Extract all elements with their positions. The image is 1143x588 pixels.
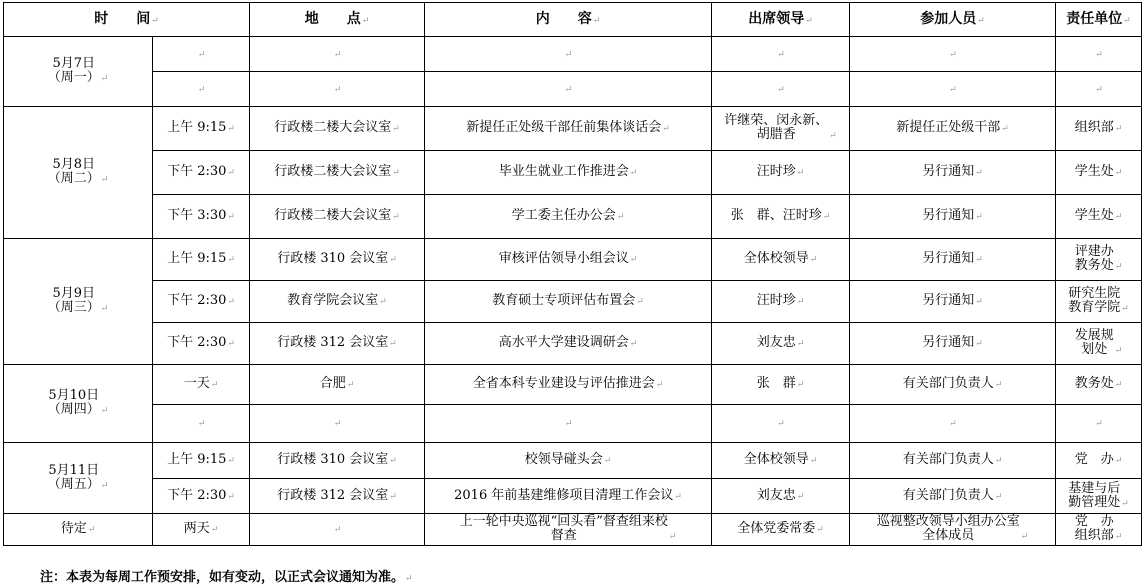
header-row	[4, 3, 1142, 37]
table-row	[4, 239, 1142, 281]
content-cell: ↵	[425, 37, 712, 72]
place-cell: 行政楼 312 会议室↵	[250, 323, 425, 365]
day-cell: 待定↵	[4, 514, 153, 546]
place-cell: 教育学院会议室↵	[250, 281, 425, 323]
time-cell: 下午 2:30↵	[153, 323, 250, 365]
time-cell: 上午 9:15↵	[153, 107, 250, 151]
attendees-cell: ↵	[850, 37, 1056, 72]
unit-cell: 发展规 划处 ↵	[1056, 323, 1142, 365]
table-row	[4, 365, 1142, 405]
content-cell: 校领导碰头会↵	[425, 443, 712, 479]
place-cell: 行政楼二楼大会议室↵	[250, 151, 425, 195]
table-row	[4, 443, 1142, 479]
time-cell: 上午 9:15↵	[153, 443, 250, 479]
time-cell: 上午 9:15↵	[153, 239, 250, 281]
leader-cell: 汪时珍↵	[712, 281, 850, 323]
time-cell: ↵	[153, 72, 250, 107]
time-cell: 一天↵	[153, 365, 250, 405]
time-cell: 两天↵	[153, 514, 250, 546]
unit-cell: ↵	[1056, 37, 1142, 72]
attendees-cell: 另行通知↵	[850, 151, 1056, 195]
day-cell: 5月11日 （周五）↵	[4, 443, 153, 514]
table-row	[4, 195, 1142, 239]
unit-cell: 研究生院 教育学院↵	[1056, 281, 1142, 323]
leader-cell: 全体校领导↵	[712, 443, 850, 479]
attendees-cell: 另行通知↵	[850, 281, 1056, 323]
table-row	[4, 37, 1142, 72]
leader-cell: ↵	[712, 72, 850, 107]
content-cell: 新提任正处级干部任前集体谈话会↵	[425, 107, 712, 151]
time-cell: ↵	[153, 37, 250, 72]
attendees-cell: 有关部门负责人↵	[850, 365, 1056, 405]
leader-cell: 许继荣、闵永新、 胡腊香 ↵	[712, 107, 850, 151]
place-cell: ↵	[250, 405, 425, 443]
header-unit: 责任单位↵	[1056, 3, 1142, 37]
time-cell: 下午 2:30↵	[153, 151, 250, 195]
content-cell: 学工委主任办公会↵	[425, 195, 712, 239]
table-row	[4, 323, 1142, 365]
place-cell: 行政楼二楼大会议室↵	[250, 107, 425, 151]
leader-cell: 全体党委常委↵	[712, 514, 850, 546]
footnote: 注：本表为每周工作预安排，如有变动，以正式会议通知为准。↵	[40, 570, 413, 585]
header-place: 地 点↵	[250, 3, 425, 37]
table-row	[4, 281, 1142, 323]
attendees-cell: ↵	[850, 72, 1056, 107]
place-cell: 行政楼二楼大会议室↵	[250, 195, 425, 239]
weekly-schedule-table	[3, 2, 1142, 546]
unit-cell: 学生处↵	[1056, 195, 1142, 239]
attendees-cell: 巡视整改领导小组办公室 全体成员 ↵	[850, 514, 1056, 546]
table-row	[4, 514, 1142, 546]
attendees-cell: 另行通知↵	[850, 239, 1056, 281]
table-row	[4, 405, 1142, 443]
day-cell: 5月9日 （周三）↵	[4, 239, 153, 365]
attendees-cell: 另行通知↵	[850, 323, 1056, 365]
leader-cell: 张 群↵	[712, 365, 850, 405]
content-cell: 2016 年前基建维修项目清理工作会议↵	[425, 479, 712, 514]
header-content: 内 容↵	[425, 3, 712, 37]
attendees-cell: 有关部门负责人↵	[850, 443, 1056, 479]
day-cell: 5月7日 （周一）↵	[4, 37, 153, 107]
leader-cell: 刘友忠↵	[712, 323, 850, 365]
unit-cell: 党 办 组织部↵	[1056, 514, 1142, 546]
place-cell: ↵	[250, 37, 425, 72]
header-time: 时 间↵	[4, 3, 250, 37]
table-row	[4, 151, 1142, 195]
table-row	[4, 107, 1142, 151]
unit-cell: 组织部↵	[1056, 107, 1142, 151]
content-cell: 毕业生就业工作推进会↵	[425, 151, 712, 195]
day-cell: 5月10日 （周四）↵	[4, 365, 153, 443]
content-cell: 上一轮中央巡视“回头看”督查组来校 督查 ↵	[425, 514, 712, 546]
unit-cell: 教务处↵	[1056, 365, 1142, 405]
place-cell: 行政楼 310 会议室↵	[250, 239, 425, 281]
content-cell: 全省本科专业建设与评估推进会↵	[425, 365, 712, 405]
place-cell: ↵	[250, 514, 425, 546]
content-cell: 审核评估领导小组会议↵	[425, 239, 712, 281]
time-cell: 下午 2:30↵	[153, 281, 250, 323]
unit-cell: 党 办↵	[1056, 443, 1142, 479]
place-cell: 合肥↵	[250, 365, 425, 405]
header-leader: 出席领导↵	[712, 3, 850, 37]
time-cell: 下午 2:30↵	[153, 479, 250, 514]
attendees-cell: ↵	[850, 405, 1056, 443]
day-cell: 5月8日 （周二）↵	[4, 107, 153, 239]
table-row	[4, 72, 1142, 107]
content-cell: ↵	[425, 72, 712, 107]
content-cell: 高水平大学建设调研会↵	[425, 323, 712, 365]
time-cell: ↵	[153, 405, 250, 443]
unit-cell: 评建办 教务处↵	[1056, 239, 1142, 281]
leader-cell: 刘友忠↵	[712, 479, 850, 514]
attendees-cell: 新提任正处级干部↵	[850, 107, 1056, 151]
attendees-cell: 有关部门负责人↵	[850, 479, 1056, 514]
table-row	[4, 479, 1142, 514]
place-cell: 行政楼 312 会议室↵	[250, 479, 425, 514]
leader-cell: 张 群、汪时珍↵	[712, 195, 850, 239]
content-cell: 教育硕士专项评估布置会↵	[425, 281, 712, 323]
content-cell: ↵	[425, 405, 712, 443]
unit-cell: 基建与后 勤管理处↵	[1056, 479, 1142, 514]
place-cell: ↵	[250, 72, 425, 107]
leader-cell: ↵	[712, 405, 850, 443]
time-cell: 下午 3:30↵	[153, 195, 250, 239]
leader-cell: 汪时珍↵	[712, 151, 850, 195]
place-cell: 行政楼 310 会议室↵	[250, 443, 425, 479]
attendees-cell: 另行通知↵	[850, 195, 1056, 239]
leader-cell: ↵	[712, 37, 850, 72]
leader-cell: 全体校领导↵	[712, 239, 850, 281]
unit-cell: ↵	[1056, 72, 1142, 107]
header-attendees: 参加人员↵	[850, 3, 1056, 37]
unit-cell: 学生处↵	[1056, 151, 1142, 195]
unit-cell: ↵	[1056, 405, 1142, 443]
